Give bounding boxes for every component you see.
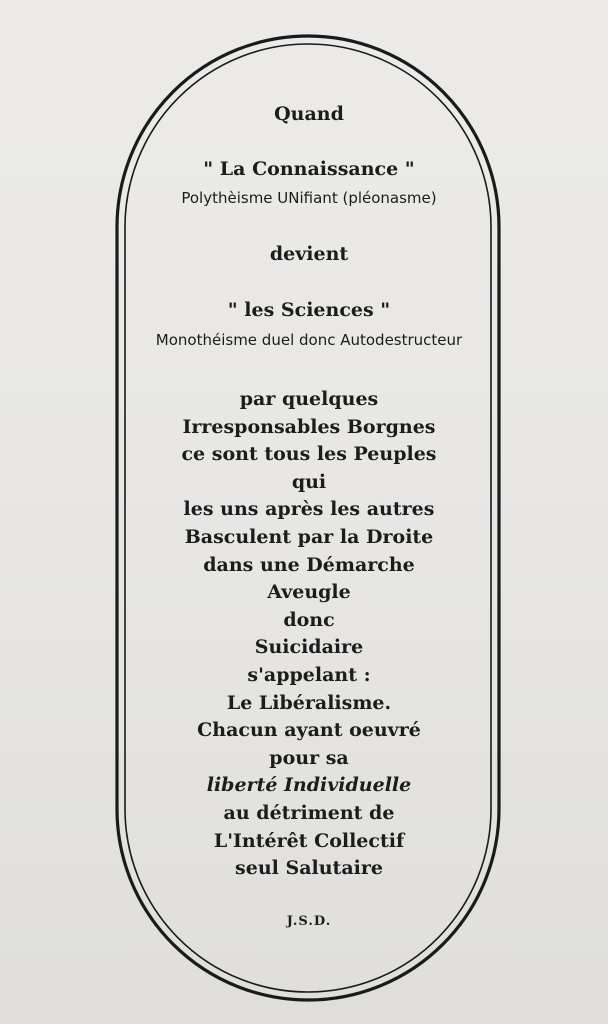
note-polytheisme: Polythèisme UNifiant (pléonasme) — [181, 189, 437, 207]
title-quand: Quand — [274, 103, 344, 125]
poem-line: Basculent par la Droite — [184, 526, 434, 548]
poem-line: dans une Démarche — [203, 553, 415, 576]
poem-line: seul Salutaire — [235, 857, 383, 880]
poem-line: au détriment de — [223, 802, 395, 824]
poem-line: Irresponsables Borgnes — [182, 415, 436, 438]
poem-line-italic: liberté Individuelle — [206, 774, 412, 797]
poem-line: ce sont tous les Peuples — [181, 443, 437, 466]
poem-line: Chacun ayant oeuvré — [197, 719, 421, 742]
poem-line: Le Libéralisme. — [226, 691, 392, 714]
poem-line: qui — [291, 470, 327, 493]
poem-line: Suicidaire — [254, 636, 364, 659]
heading-les-sciences: " les Sciences " — [227, 299, 391, 321]
note-monotheisme: Monothéisme duel donc Autodestructeur — [155, 331, 463, 349]
poem-line: pour sa — [269, 746, 349, 769]
poem-line: Aveugle — [267, 581, 351, 604]
poem-line: par quelques — [239, 388, 379, 410]
poem-line: les uns après les autres — [183, 498, 435, 521]
poem-line: L'Intérêt Collectif — [213, 829, 405, 852]
poem-line: donc — [283, 608, 335, 631]
word-devient: devient — [269, 243, 349, 265]
poem-line: s'appelant : — [247, 664, 371, 686]
signature: J.S.D. — [286, 914, 332, 929]
heading-la-connaissance: " La Connaissance " — [203, 158, 415, 180]
